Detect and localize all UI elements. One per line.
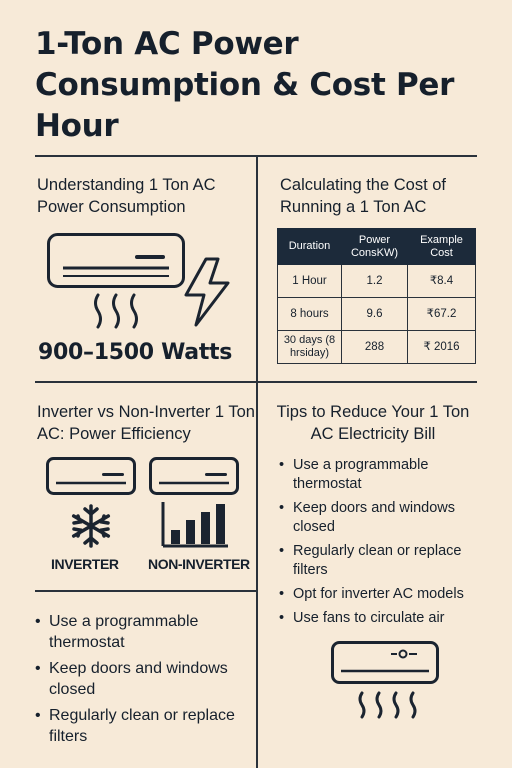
table-cell: ₹ 2016 [408,331,476,364]
list-item: • Use fans to circulate air [279,609,491,628]
divider-left-lower [35,590,257,592]
list-item: • Keep doors and windows closed [35,658,250,700]
page-title: 1-Ton AC Power Consumption & Cost Per Hour [35,26,455,144]
table-cell: 8 hours [278,298,342,331]
table-cell: 9.6 [342,298,408,331]
table-row [278,265,476,298]
list-item: • Use a programmable thermostat [35,611,250,653]
cost-table [277,228,476,364]
list-item: • Keep doors and windows closed [279,499,491,537]
table-cell: 1.2 [342,265,408,298]
efficiency-heading: Inverter vs Non-Inverter 1 Ton AC: Power Efficiency [37,403,255,443]
table-cell: ₹67.2 [408,298,476,331]
air-conditioner-icon [331,641,439,685]
table-header-row [278,229,476,265]
non-inverter-label: NON-INVERTER [148,556,250,572]
divider-vertical [256,155,258,768]
heat-waves-icon [92,293,140,329]
heat-waves-icon [357,691,419,719]
table-row [278,331,476,364]
wattage-range: 900–1500 Watts [38,340,233,365]
snowflake-icon [68,503,114,549]
list-item: • Regularly clean or replace filters [279,542,491,580]
list-item: • Opt for inverter AC models [279,585,491,604]
list-item: • Regularly clean or replace filters [35,705,250,747]
consumption-heading: Understanding 1 Ton AC Power Consumption [37,176,216,216]
efficiency-bullet-list [35,611,250,752]
tips-heading: Tips to Reduce Your 1 Ton AC Electricity Bill [276,403,470,443]
table-cell: 288 [342,331,408,364]
inverter-ac-icon [46,457,136,495]
bar-chart-icon [160,500,230,548]
column-header-duration: Duration [278,229,342,265]
air-conditioner-icon [47,233,185,289]
tips-bullet-list [279,456,491,633]
cost-heading: Calculating the Cost of Running a 1 Ton AC [280,176,447,216]
table-row [278,298,476,331]
inverter-label: INVERTER [51,556,119,572]
table-cell: ₹8.4 [408,265,476,298]
column-header-cost: Example Cost [408,229,476,265]
list-item: • Use a programmable thermostat [279,456,491,494]
table-cell: 1 Hour [278,265,342,298]
lightning-bolt-icon [182,257,232,327]
table-cell: 30 days (8 hrsiday) [278,331,342,364]
column-header-power: Power ConsKW) [342,229,408,265]
non-inverter-ac-icon [149,457,239,495]
